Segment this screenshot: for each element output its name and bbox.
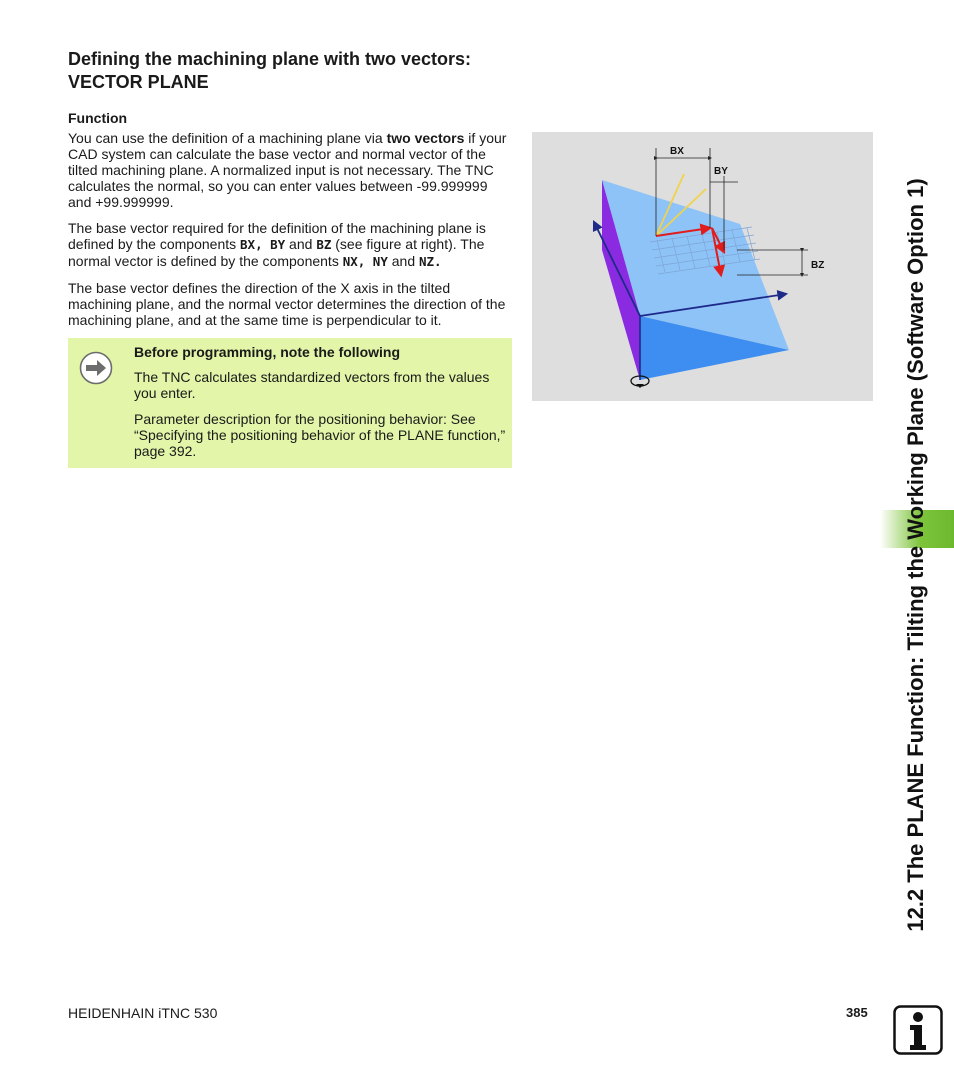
code-bz: BZ [316,237,332,252]
code-nx-ny: NX, NY [342,254,388,269]
note-paragraph-1: The TNC calculates standardized vectors from the values you enter. [134,369,490,401]
section-title-line2: VECTOR PLANE [68,72,209,92]
code-bx-by: BX, BY [240,237,286,252]
p2-text-d: and [387,253,419,269]
note-title: Before programming, note the following [134,344,400,360]
function-body [68,130,513,338]
side-chapter-title: 12.2 The PLANE Function: Tilting the Working Plane (Software Option 1) [903,178,928,932]
label-by: BY [714,166,728,177]
p2-text-a: The base vector required for the definition of the machining plane is defined by the components [68,220,486,252]
section-title [68,48,538,94]
vector-plane-figure [532,132,873,401]
p2-text-c: (see figure at right). The normal vector is defined by the components [68,236,485,269]
p1-text-a: You can use the definition of a machining plane via [68,130,387,146]
paragraph-2 [68,220,513,270]
page-number: 385 [846,1005,868,1020]
vector-plane-diagram [532,132,873,401]
paragraph-3: The base vector defines the direction of the X axis in the tilted machining plane, and the normal vector determines the direction of the machining plane, and at the same time is perpendicular to it. [68,280,506,328]
p1-bold: two vectors [386,130,465,146]
function-heading: Function [68,110,128,126]
note-paragraph-2: Parameter description for the positioning behavior: See “Specifying the positioning behavior of the PLANE function,” page 392. [134,411,506,459]
p2-text-b: and [285,236,317,252]
arrow-right-icon [79,351,113,385]
p1-text-b: if your CAD system can calculate the base vector and normal vector of the tilted machining plane. A normalized input is not necessary. The TNC calculates the normal, so you can enter values between -99.999999 and +99.999999. [68,130,507,210]
code-nz: NZ. [419,254,442,269]
label-bz: BZ [811,260,825,271]
info-icon [893,1005,943,1055]
footer-manual-name: HEIDENHAIN iTNC 530 [68,1005,218,1021]
paragraph-1 [68,130,513,210]
label-bx: BX [670,146,684,157]
note-content [134,344,506,469]
section-title-line1: Defining the machining plane with two vectors: [68,49,472,69]
note-box [68,338,512,468]
